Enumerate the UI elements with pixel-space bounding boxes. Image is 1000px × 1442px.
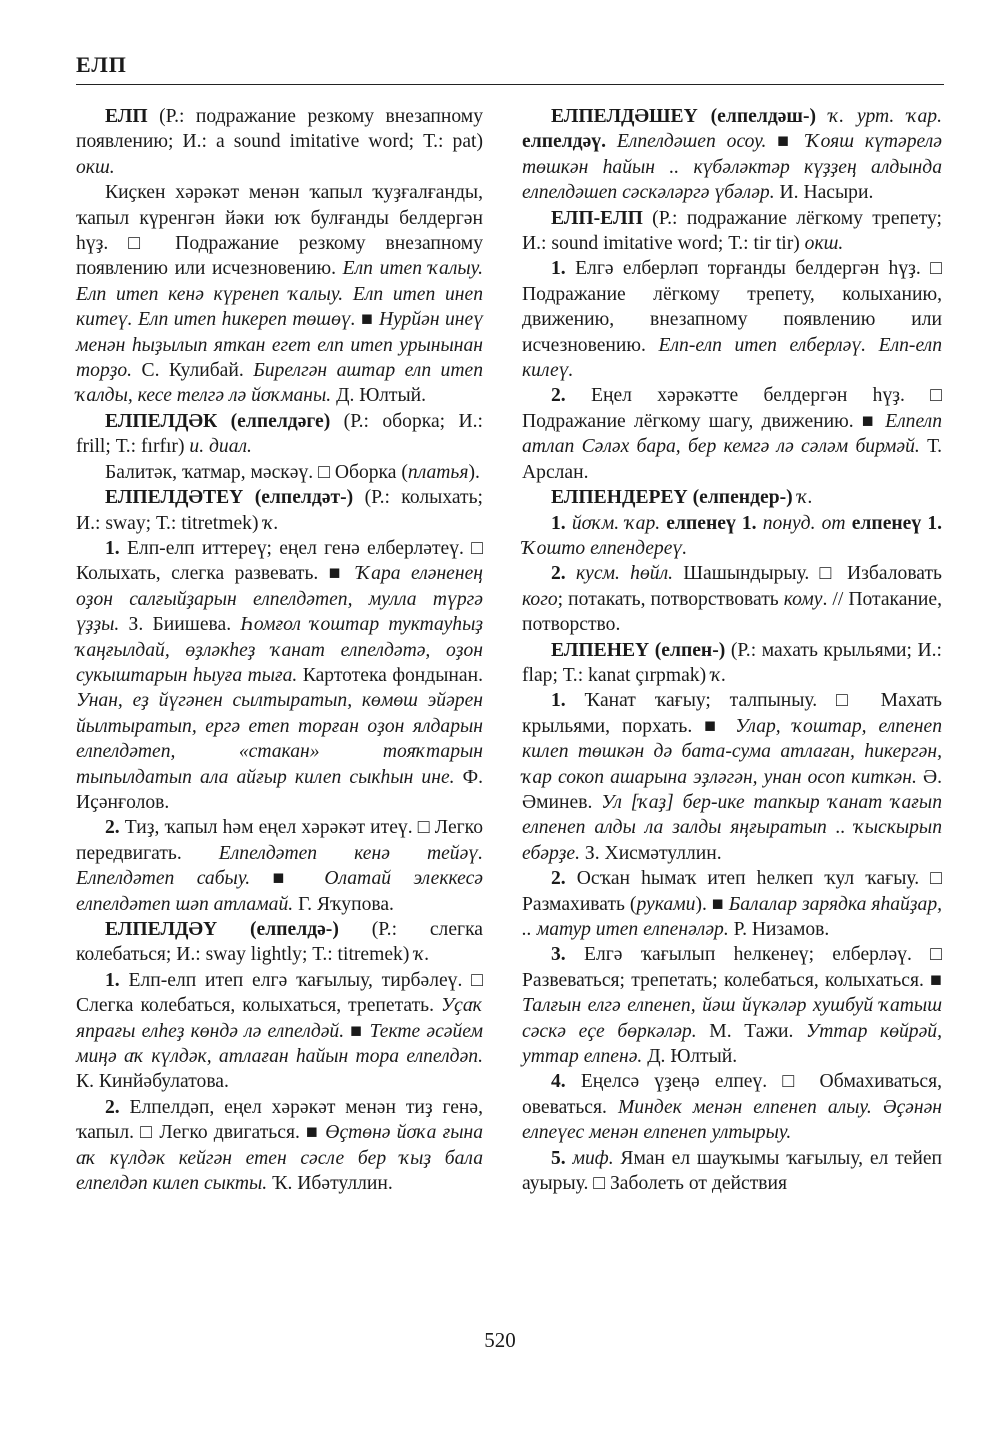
headword-text: 5. bbox=[551, 1147, 573, 1169]
plain-text: Киҫкен хәрәкәт менән ҡапыл ҡуҙғалғанды, ҡапыл күренгән йәки юҡ булғанды белдергән һүҙ. □ Подражание резкому внезапному появлению или исчезновению. bbox=[76, 182, 483, 280]
plain-text bbox=[606, 131, 617, 152]
headword-text: 2. bbox=[551, 385, 591, 407]
headword-text: ЕЛПЕЛДӘК (елпелдәге) bbox=[105, 410, 331, 432]
plain-text: Еңелсә үҙеңә елпеү. □ Обмахиваться, овеваться. bbox=[522, 1071, 943, 1118]
plain-text: К. Кинйәбулатова. bbox=[76, 1071, 229, 1093]
entry-elp-elp-sense-1 bbox=[522, 256, 942, 383]
italic-text: Һомғол ҡоштар туктауһыҙ ҡаңғылдай, өҙләкһеҙ ҡанат елпелдәтә, оҙон сукыштарын һыуға тыға. bbox=[76, 614, 483, 686]
plain-text: Р. Низамов. bbox=[728, 919, 830, 940]
italic-text: Өҫтөнә йоҡа ғына аҡ күлдәк кейгән етен сәсле бер ҡыҙ бала елпелдәп килеп сыкты. bbox=[76, 1122, 483, 1195]
entry-elpendereu-sense-1 bbox=[522, 511, 942, 562]
plain-text: Д. Юлтый. bbox=[642, 1046, 738, 1068]
plain-text: Осҡан һымаҡ итеп һелкеп ҡул ҡағыу. □ Размахивать ( bbox=[522, 868, 943, 915]
headword-text: елпенеү 1. bbox=[851, 512, 943, 534]
plain-text: Д. Юлтый. bbox=[331, 385, 427, 407]
italic-text: Елп-елп итеп елберләү. Елп-елп килеү. bbox=[522, 334, 943, 382]
plain-text: Елпелдәп, еңел хәрәкәт менән тиҙ генә, ҡапыл. □ Легко двигаться. ■ bbox=[76, 1096, 483, 1144]
entry-elpeneu-sense-3 bbox=[522, 942, 942, 1069]
plain-text: Яман ел шауҡымы ҡағылыу, ел тейеп ауырыу. □ Заболеть от действия bbox=[522, 1147, 943, 1195]
plain-text: Ҡ. Ибәтуллин. bbox=[267, 1173, 393, 1195]
plain-text: (Р.: подражание резкому внезапному появлению; И.: a sound imitative word; Т.: pat) bbox=[76, 106, 483, 153]
headword-text: 1. bbox=[551, 512, 572, 534]
headword-text: ЕЛП bbox=[105, 106, 148, 127]
plain-text: С. Кулибай. bbox=[132, 360, 254, 382]
entry-elpeldeteu-sense-2 bbox=[76, 815, 483, 917]
entry-elpendereu-sense-2 bbox=[522, 561, 942, 637]
italic-text: Уттар көйрәй, уттар елпенә. bbox=[522, 1020, 942, 1068]
entry-elpeneu-sense-4 bbox=[522, 1069, 942, 1145]
italic-text: Ул [ҡаҙ] бер-ике тапкыр ҡанат ҡағып елпенеп алды ла залды яңғыратып .. ҡыскырып ебәрҙе. bbox=[522, 791, 942, 864]
left-column bbox=[76, 104, 483, 1196]
entry-elpeldek-definition bbox=[76, 460, 483, 485]
italic-text: ҡ. bbox=[263, 512, 279, 534]
plain-text: ■ bbox=[344, 1020, 370, 1042]
entry-elpeldek bbox=[76, 409, 483, 460]
running-head: ЕЛП bbox=[76, 52, 127, 77]
italic-text: Елпелдәтеп кенә тейәү. Елпелдәтеп сабыу. bbox=[76, 842, 483, 890]
italic-text: кого bbox=[522, 588, 558, 610]
italic-text: Олатай элеккесә елпелдәтеп шәп атламай. bbox=[76, 868, 483, 915]
italic-text: Миндек менән елпенеп алыу. Әҫәнән елпеүес менән елпенеп ултырыу. bbox=[522, 1096, 942, 1144]
italic-text: кусм. һөйл. bbox=[575, 563, 674, 585]
plain-text: ■ bbox=[766, 131, 806, 153]
italic-text: Ҡояш күтәрелә төшкән һайын .. күбәләктәр күҙҙең алдында елпелдәшеп сәскәләргә үбәләр. bbox=[522, 131, 942, 204]
headword-text: ЕЛПЕЛДӘТЕҮ (елпелдәт-) bbox=[105, 487, 354, 509]
headword-text: 1. bbox=[551, 690, 585, 712]
entry-elpeneu-sense-5 bbox=[522, 1146, 942, 1197]
plain-text: Елп-елп иттереү; еңел генә елберләтеү. □ Колыхать, слегка развевать. ■ bbox=[76, 537, 483, 585]
headword-text: ЕЛПЕЛДӘҮ (елпелдә-) bbox=[105, 919, 339, 940]
entry-elpeldeu-sense-1 bbox=[76, 968, 483, 1095]
italic-text: руками bbox=[636, 893, 696, 915]
entry-elpeldesheu bbox=[522, 104, 942, 206]
italic-text: Текте әсәйем миңә аҡ күлдәк, атлаған һайын тора елпелдәп. bbox=[76, 1020, 483, 1068]
entry-elpeneu-sense-2 bbox=[522, 866, 942, 942]
plain-text: Ф. Иҫәнғолов. bbox=[76, 766, 484, 813]
plain-text: И. Насыри. bbox=[774, 182, 874, 204]
italic-text: Бирелгән аштар елп итеп ҡалды, кесе телгә лә йоҡманы. bbox=[76, 360, 483, 407]
plain-text: (Р.: подражание лёгкому трепету; И.: sound imitative word; Т.: tir tir) bbox=[522, 207, 942, 255]
headword-text: ЕЛПЕНЕҮ (елпен-) bbox=[551, 639, 726, 661]
italic-text: Ҡара еләненең оҙон салғыйҙарын елпелдәтеп, мулла түргә үҙҙы. bbox=[76, 563, 483, 636]
italic-text: ҡ. bbox=[711, 664, 727, 686]
italic-text: Ҡошто елпендереү. bbox=[522, 537, 688, 559]
header-rule bbox=[76, 84, 944, 85]
headword-text: ЕЛПЕЛДӘШЕҮ (елпелдәш-) bbox=[551, 106, 817, 127]
plain-text: (Р.: махать крыльями; И.: flap; Т.: kanat çırpmak) bbox=[522, 639, 943, 686]
headword-text: елпенеү 1. bbox=[666, 512, 757, 534]
plain-text: Ҡанат ҡағыу; талпыныу. □ Махать крыльями, порхать. ■ bbox=[522, 690, 942, 737]
headword-text: ЕЛПЕНДЕРЕҮ (елпендер-) bbox=[551, 487, 793, 509]
headword-text: 2. bbox=[551, 563, 576, 585]
headword-text: ЕЛП-ЕЛП bbox=[551, 207, 643, 229]
headword-text: 3. bbox=[551, 944, 584, 966]
italic-text: окш. bbox=[76, 156, 115, 178]
headword-text: 2. bbox=[551, 868, 577, 890]
plain-text: Балитәк, ҡатмар, мәскәү. □ Оборка ( bbox=[105, 461, 408, 483]
entry-elpeldeteu bbox=[76, 485, 483, 536]
entry-elpeldeu-sense-2 bbox=[76, 1095, 483, 1197]
plain-text: Еңел хәрәкәтте белдергән һүҙ. □ Подражание лёгкому шагу, движению. ■ bbox=[522, 385, 943, 432]
italic-text: Унан, еҙ йүгәнен сылтыратып, көмөш эйәрен йылтыратып, ергә етеп торған оҙон ялдарын елпелдәтеп, «стакан» тояҡтарын тыпылдатып ала айғыр килеп сыкһын ине. bbox=[76, 690, 483, 788]
headword-text: елпелдәү. bbox=[522, 131, 606, 153]
entry-elpeldeu bbox=[76, 917, 483, 968]
plain-text: Г. Яҡупова. bbox=[293, 893, 394, 915]
entry-elpendereu bbox=[522, 485, 942, 510]
plain-text: М. Тажи. bbox=[696, 1020, 807, 1042]
plain-text: ■ bbox=[250, 868, 325, 890]
italic-text: Балалар зарядка яһайҙар, .. матур итеп елпенәләр. bbox=[522, 893, 943, 940]
italic-text: йоҡм. ҡар. bbox=[571, 512, 667, 534]
italic-text: кому bbox=[783, 588, 823, 610]
plain-text: Шашындырыу. □ Избаловать bbox=[673, 563, 942, 585]
italic-text: Улар, ҡоштар, елпенеп килеп төшкән дә бата-сума атлаған, һикергән, ҡар сокоп ашарына эҙләгән, унан осоп киткән. bbox=[522, 715, 942, 788]
italic-text: понуд. от bbox=[762, 512, 846, 534]
headword-text: 4. bbox=[551, 1071, 581, 1093]
plain-text: ). ■ bbox=[695, 893, 729, 915]
entry-elp-elp bbox=[522, 206, 942, 257]
page-number: 520 bbox=[484, 1328, 516, 1352]
plain-text: (Р.: оборка; И.: frill; Т.: fırfır) bbox=[76, 410, 483, 458]
plain-text: Ә. Әминев. bbox=[522, 766, 942, 813]
italic-text: платья bbox=[407, 461, 469, 483]
headword-text: 1. bbox=[105, 969, 129, 991]
italic-text: Елпелдәшеп осоу. bbox=[616, 131, 767, 153]
headword-text: 1. bbox=[105, 537, 127, 559]
italic-text: Елпелп атлап Сәләх бара, бер кемгә лә сәләм бирмәй. bbox=[522, 410, 942, 458]
plain-text: ). bbox=[468, 461, 480, 483]
plain-text: (Р.: колыхать; И.: sway; Т.: titretmek) bbox=[76, 487, 483, 534]
entry-elpeldeteu-sense-1 bbox=[76, 536, 483, 815]
italic-text: ҡ. bbox=[414, 944, 430, 966]
headword-text: 2. bbox=[105, 1096, 130, 1118]
italic-text: миф. bbox=[572, 1147, 614, 1169]
entry-elp-definition bbox=[76, 180, 483, 409]
headword-text: 1. bbox=[551, 258, 576, 280]
italic-text: Уҫаҡ япрағы елһеҙ көндә лә елпелдәй. bbox=[76, 995, 483, 1042]
right-column bbox=[522, 104, 942, 1196]
headword-text: 2. bbox=[105, 817, 125, 839]
plain-text: ■ bbox=[361, 309, 379, 331]
plain-text: Елгә ҡағылып һелкенеү; елберләү. □ Развеваться; трепетать; колебаться, колыхаться. ■ bbox=[522, 944, 942, 991]
entry-elp-elp-sense-2 bbox=[522, 383, 942, 485]
plain-text: ; потакать, потворствовать bbox=[557, 588, 784, 610]
italic-text: ҡ. урт. ҡар. bbox=[828, 106, 942, 127]
entry-elp bbox=[76, 104, 483, 180]
plain-text: (Р.: слегка колебаться; И.: sway lightly; Т.: titremek) bbox=[76, 919, 483, 966]
plain-text bbox=[816, 106, 829, 127]
italic-text: Талғын елгә елпенеп, йәш йүкәләр хушбуй ҡатыш сәскә еҫе бөркәләр. bbox=[522, 995, 942, 1042]
italic-text: Нурйән инеү менән һыҙылып яткан егет елп итеп урынынан торҙо. bbox=[76, 309, 484, 382]
italic-text: окш. bbox=[804, 233, 844, 255]
plain-text: . // Потакание, потворство. bbox=[522, 588, 942, 636]
entry-elpeneu-sense-1 bbox=[522, 688, 942, 866]
plain-text: З. Биишева. bbox=[119, 614, 241, 636]
plain-text: Картотека фондынан. bbox=[297, 664, 483, 686]
plain-text: З. Хисмәтуллин. bbox=[580, 842, 722, 864]
plain-text: Тиҙ, ҡапыл һәм еңел хәрәкәт итеү. □ Легко передвигать. bbox=[76, 817, 484, 864]
plain-text: Елгә елберләп торғанды белдергән һүҙ. □ Подражание лёгкому трепету, колыханию, движению, внезапному появлению или исчезновению. bbox=[522, 258, 942, 356]
plain-text: Т. Арслан. bbox=[522, 436, 942, 483]
italic-text: и. диал. bbox=[189, 436, 252, 458]
entry-elpeneu bbox=[522, 638, 942, 689]
plain-text: Елп-елп итеп елгә ҡағылыу, тирбәлеү. □ Слегка колебаться, колыхаться, трепетать. bbox=[76, 969, 483, 1017]
italic-text: ҡ. bbox=[797, 487, 813, 509]
italic-text: Елп итеп ҡалыу. Елп итеп кенә күренеп ҡалыу. Елп итеп инеп китеү. Елп итеп һикереп төшөү. bbox=[76, 258, 483, 331]
